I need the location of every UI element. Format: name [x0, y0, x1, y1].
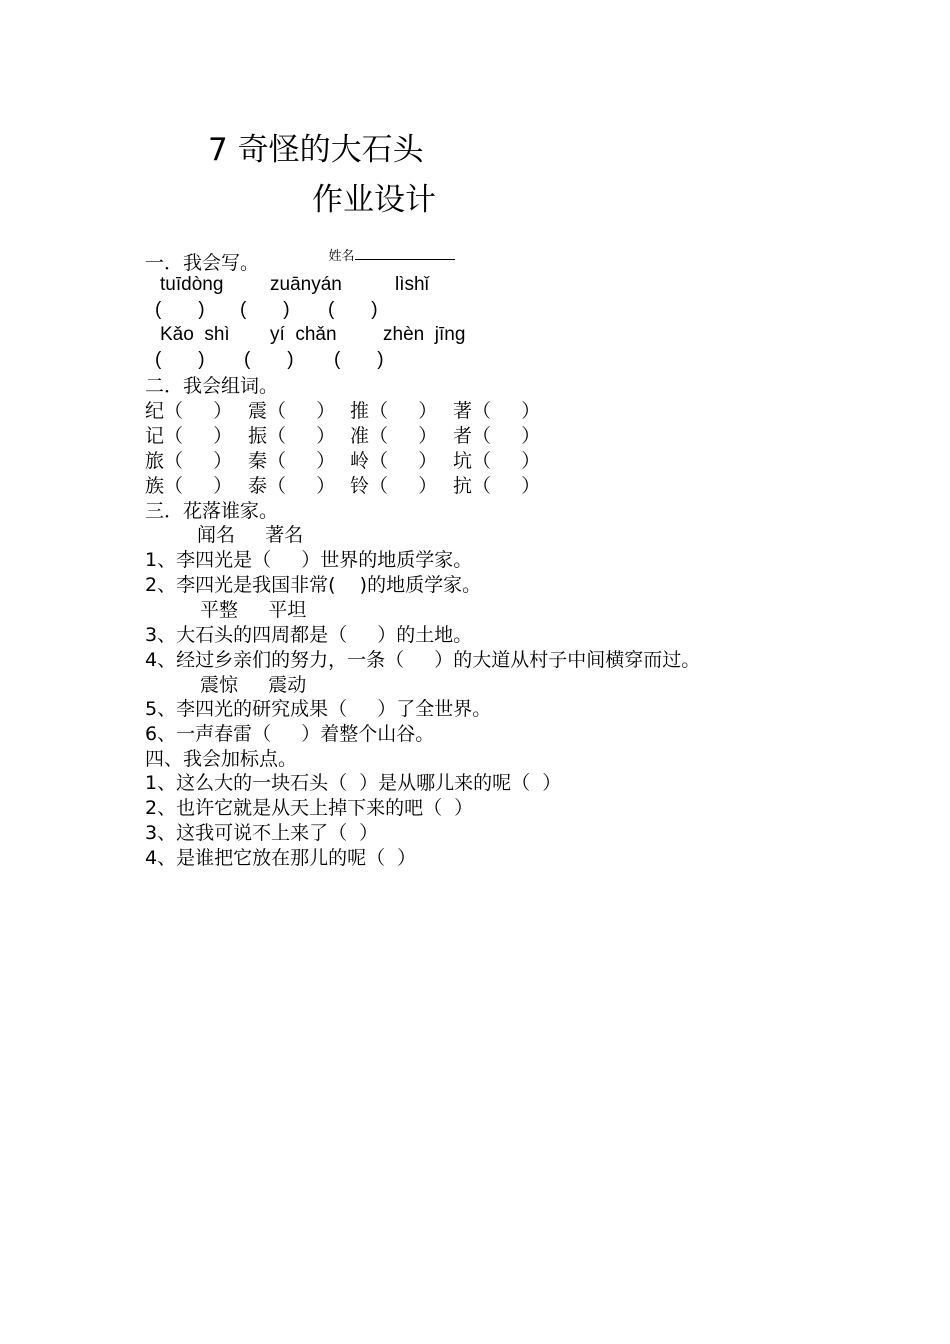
question: 4、是谁把它放在那儿的呢（ ）	[145, 847, 417, 869]
char: 岭	[350, 450, 370, 472]
char-cell	[248, 399, 335, 423]
question: 5、李四光的研究成果（ ）了全世界。	[145, 698, 492, 720]
section2-heading: 二．我会组词。	[145, 375, 279, 397]
answer-blank[interactable]: ( )	[240, 299, 290, 320]
question: 2、李四光是我国非常( )的地质学家。	[145, 574, 482, 596]
word-blank[interactable]: （ ）	[267, 425, 336, 447]
char-cell	[248, 474, 335, 498]
char: 记	[145, 425, 165, 447]
pinyin-item: zuānyán	[270, 274, 342, 295]
question: 1、这么大的一块石头（ ）是从哪儿来的呢（ ）	[145, 772, 562, 794]
word-blank[interactable]: （ ）	[164, 400, 233, 422]
char-cell	[145, 399, 232, 423]
word-blank[interactable]: （ ）	[267, 450, 336, 472]
answer-blank[interactable]: ( )	[328, 299, 378, 320]
name-blank[interactable]	[355, 246, 455, 260]
char: 旅	[145, 450, 165, 472]
word-blank[interactable]: （ ）	[369, 475, 438, 497]
char-cell	[453, 399, 540, 423]
char: 坑	[453, 450, 473, 472]
word-blank[interactable]: （ ）	[267, 475, 336, 497]
word-blank[interactable]: （ ）	[164, 450, 233, 472]
word-blank[interactable]: （ ）	[369, 425, 438, 447]
char-cell	[248, 424, 335, 448]
section3-heading: 三．花落谁家。	[145, 500, 279, 522]
answer-blank[interactable]: ( )	[244, 349, 294, 370]
char-cell	[453, 474, 540, 498]
char-cell	[145, 449, 232, 473]
word-blank[interactable]: （ ）	[472, 475, 541, 497]
char: 纪	[145, 400, 165, 422]
char-cell	[248, 449, 335, 473]
char-cell	[350, 399, 437, 423]
word-blank[interactable]: （ ）	[164, 425, 233, 447]
char: 振	[248, 425, 268, 447]
pinyin-item: lìshǐ	[395, 274, 429, 295]
pinyin-item: zhèn jīng	[383, 324, 466, 345]
word-blank[interactable]: （ ）	[472, 425, 541, 447]
char-cell	[350, 424, 437, 448]
pinyin-item: Kǎo shì	[160, 324, 230, 345]
char: 震	[248, 400, 268, 422]
char: 著	[453, 400, 473, 422]
char: 抗	[453, 475, 473, 497]
char: 准	[350, 425, 370, 447]
word-blank[interactable]: （ ）	[369, 400, 438, 422]
question: 4、经过乡亲们的努力，一条（ ）的大道从村子中间横穿而过。	[145, 649, 701, 671]
char-cell	[350, 474, 437, 498]
word-blank[interactable]: （ ）	[267, 400, 336, 422]
char: 者	[453, 425, 473, 447]
question: 3、这我可说不上来了（ ）	[145, 822, 379, 844]
question: 6、一声春雷（ ）着整个山谷。	[145, 723, 435, 745]
word-blank[interactable]: （ ）	[472, 400, 541, 422]
question: 2、也许它就是从天上掉下来的吧（ ）	[145, 797, 474, 819]
char: 族	[145, 475, 165, 497]
word-blank[interactable]: （ ）	[164, 475, 233, 497]
word-blank[interactable]: （ ）	[369, 450, 438, 472]
char: 铃	[350, 475, 370, 497]
char-cell	[453, 449, 540, 473]
word-choices: 平整 平坦	[200, 599, 307, 621]
section1-heading: 一．我会写。	[145, 252, 260, 274]
word-choices: 闻名 著名	[197, 524, 304, 546]
char: 推	[350, 400, 370, 422]
char-cell	[145, 424, 232, 448]
pinyin-item: yí chǎn	[270, 324, 337, 345]
question: 3、大石头的四周都是（ ）的土地。	[145, 624, 473, 646]
char-cell	[350, 449, 437, 473]
page-subtitle: 作业设计	[312, 182, 436, 218]
char-cell	[145, 474, 232, 498]
name-label: 姓名	[328, 249, 355, 264]
answer-blank[interactable]: ( )	[155, 299, 205, 320]
page-title: 7 奇怪的大石头	[208, 132, 424, 168]
char: 泰	[248, 475, 268, 497]
pinyin-item: tuīdòng	[160, 274, 224, 295]
answer-blank[interactable]: ( )	[155, 349, 205, 370]
char-cell	[453, 424, 540, 448]
char: 秦	[248, 450, 268, 472]
answer-blank[interactable]: ( )	[334, 349, 384, 370]
word-blank[interactable]: （ ）	[472, 450, 541, 472]
section4-heading: 四、我会加标点。	[145, 748, 298, 770]
word-choices: 震惊 震动	[200, 674, 307, 696]
question: 1、李四光是（ ）世界的地质学家。	[145, 549, 473, 571]
